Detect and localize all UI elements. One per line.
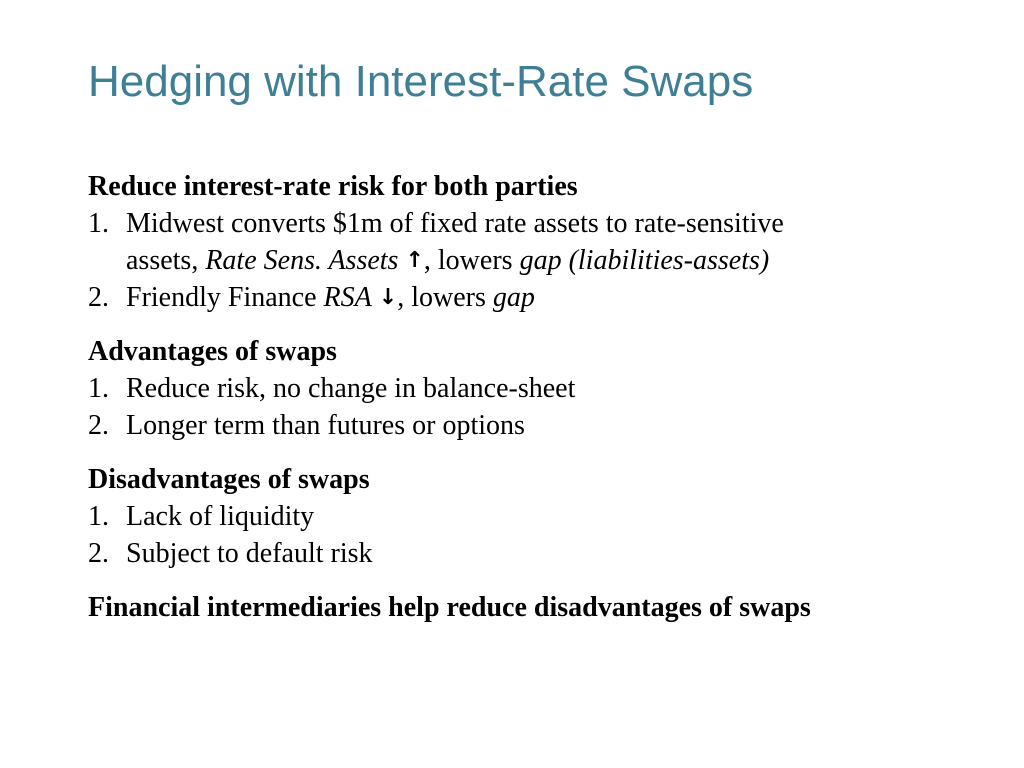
item-text: , lowers — [423, 245, 520, 276]
section-advantages — [88, 333, 968, 444]
item-number: 2. — [88, 410, 109, 441]
slide-title: Hedging with Interest-Rate Swaps — [88, 57, 754, 106]
list-item — [88, 535, 968, 572]
item-number: 2. — [88, 282, 109, 313]
item-text: assets, — [126, 245, 206, 276]
item-text: Friendly Finance — [126, 282, 324, 313]
item-text: Subject to default risk — [126, 538, 373, 569]
section-heading: Advantages of swaps — [88, 336, 337, 367]
item-text-line2 — [126, 242, 968, 279]
section-heading: Reduce interest-rate risk for both parties — [88, 171, 578, 202]
item-text: , lowers — [397, 282, 493, 313]
section-heading: Financial intermediaries help reduce disadvantages of swaps — [88, 592, 811, 623]
item-emphasis: RSA — [323, 282, 372, 313]
item-number: 1. — [88, 208, 109, 239]
section-heading: Disadvantages of swaps — [88, 464, 370, 495]
item-number: 1. — [88, 373, 109, 404]
section-reduce-risk — [88, 168, 968, 316]
item-emphasis: gap — [492, 282, 535, 313]
down-arrow-icon: ↓ — [378, 285, 398, 310]
item-text: Reduce risk, no change in balance-sheet — [126, 373, 576, 404]
item-number: 2. — [88, 538, 109, 569]
list-item — [88, 279, 968, 316]
item-number: 1. — [88, 501, 109, 532]
up-arrow-icon: ↑ — [405, 248, 424, 273]
list-item — [88, 498, 968, 535]
list-item — [88, 370, 968, 407]
item-emphasis: Rate Sens. Assets — [205, 245, 399, 276]
section-disadvantages — [88, 461, 968, 572]
section-intermediaries — [88, 589, 968, 626]
item-emphasis: gap (liabilities-assets) — [519, 245, 770, 276]
list-item — [88, 205, 968, 279]
item-text: Longer term than futures or options — [126, 410, 525, 441]
item-text-line1: Midwest converts $1m of fixed rate assets to rate-sensitive — [126, 208, 784, 239]
slide-body — [88, 168, 968, 626]
item-text: Lack of liquidity — [126, 501, 315, 532]
list-item — [88, 407, 968, 444]
